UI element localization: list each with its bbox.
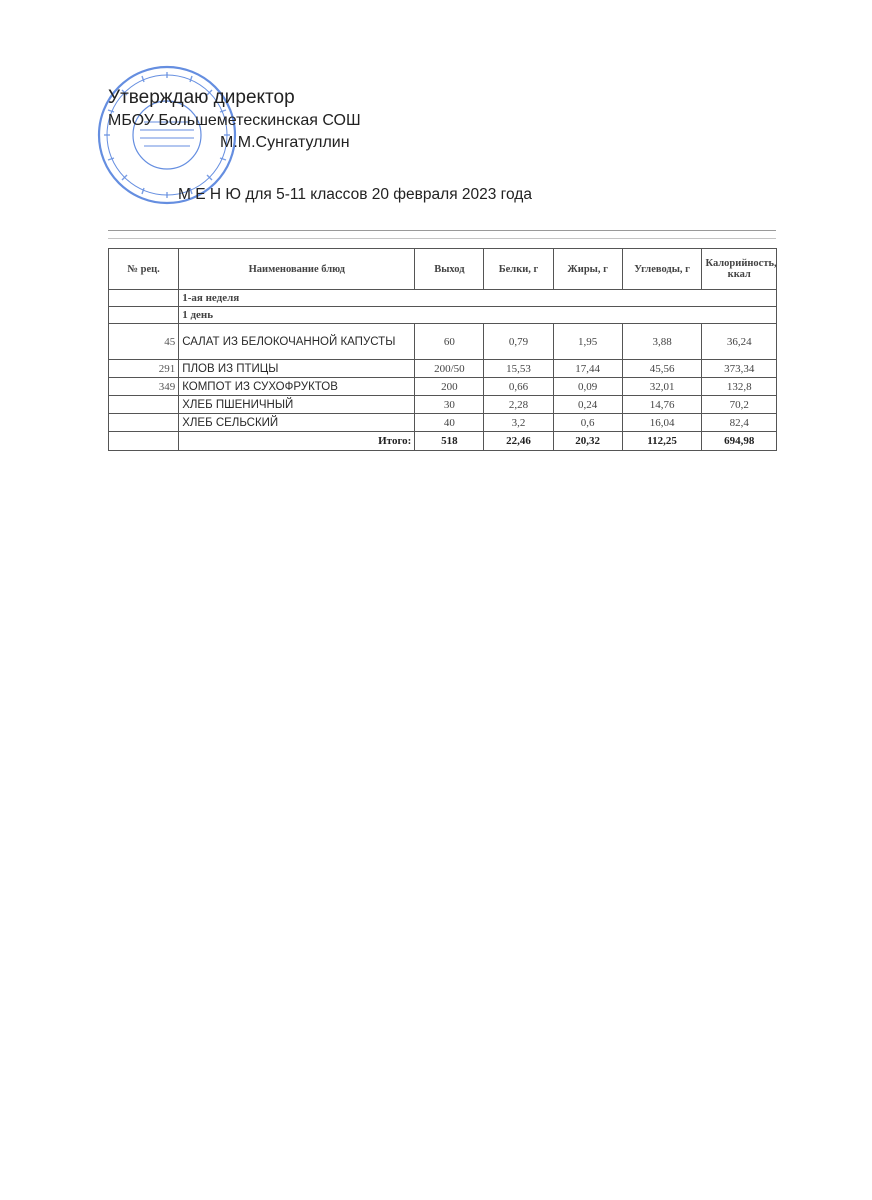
portion-value: 200/50	[415, 360, 484, 378]
table-row	[109, 324, 777, 360]
day-row	[109, 307, 777, 324]
divider-line	[108, 230, 776, 231]
recipe-number: 291	[109, 360, 179, 378]
header-recipe-number: № рец.	[109, 249, 179, 290]
portion-value: 30	[415, 396, 484, 414]
total-protein: 22,46	[484, 432, 553, 451]
dish-name: ХЛЕБ СЕЛЬСКИЙ	[179, 414, 415, 432]
carbs-value: 32,01	[622, 378, 702, 396]
approval-block	[108, 86, 361, 154]
header-carbs: Углеводы, г	[622, 249, 702, 290]
menu-title: М Е Н Ю для 5-11 классов 20 февраля 2023 года	[178, 186, 532, 203]
total-carbs: 112,25	[622, 432, 702, 451]
protein-value: 0,79	[484, 324, 553, 360]
dish-name: ПЛОВ ИЗ ПТИЦЫ	[179, 360, 415, 378]
week-label: 1-ая неделя	[179, 290, 777, 307]
carbs-value: 14,76	[622, 396, 702, 414]
fat-value: 0,09	[553, 378, 622, 396]
total-row	[109, 432, 777, 451]
total-portion: 518	[415, 432, 484, 451]
calories-value: 36,24	[702, 324, 777, 360]
table-row	[109, 396, 777, 414]
fat-value: 17,44	[553, 360, 622, 378]
table-row	[109, 414, 777, 432]
header-fat: Жиры, г	[553, 249, 622, 290]
approval-heading: Утверждаю директор	[108, 87, 295, 108]
recipe-number: 45	[109, 324, 179, 360]
header-calories: Калорийность, ккал	[702, 249, 777, 290]
carbs-value: 45,56	[622, 360, 702, 378]
fat-value: 0,6	[553, 414, 622, 432]
table-header-row	[109, 249, 777, 290]
total-label: Итого:	[179, 432, 415, 451]
calories-value: 82,4	[702, 414, 777, 432]
table-row	[109, 360, 777, 378]
day-label: 1 день	[179, 307, 777, 324]
dish-name: КОМПОТ ИЗ СУХОФРУКТОВ	[179, 378, 415, 396]
portion-value: 60	[415, 324, 484, 360]
menu-table	[108, 248, 777, 451]
header-portion: Выход	[415, 249, 484, 290]
carbs-value: 16,04	[622, 414, 702, 432]
recipe-number	[109, 396, 179, 414]
fat-value: 1,95	[553, 324, 622, 360]
recipe-number	[109, 414, 179, 432]
table-row	[109, 378, 777, 396]
protein-value: 2,28	[484, 396, 553, 414]
calories-value: 373,34	[702, 360, 777, 378]
calories-value: 132,8	[702, 378, 777, 396]
portion-value: 200	[415, 378, 484, 396]
portion-value: 40	[415, 414, 484, 432]
director-name: М.М.Сунгатуллин	[220, 134, 350, 151]
total-calories: 694,98	[702, 432, 777, 451]
divider-line	[108, 238, 776, 239]
calories-value: 70,2	[702, 396, 777, 414]
dish-name: ХЛЕБ ПШЕНИЧНЫЙ	[179, 396, 415, 414]
week-row	[109, 290, 777, 307]
protein-value: 3,2	[484, 414, 553, 432]
header-protein: Белки, г	[484, 249, 553, 290]
header-dish-name: Наименование блюд	[179, 249, 415, 290]
protein-value: 15,53	[484, 360, 553, 378]
dish-name: САЛАТ ИЗ БЕЛОКОЧАННОЙ КАПУСТЫ	[179, 324, 415, 360]
recipe-number: 349	[109, 378, 179, 396]
protein-value: 0,66	[484, 378, 553, 396]
total-fat: 20,32	[553, 432, 622, 451]
school-name: МБОУ Большеметескинская СОШ	[108, 112, 361, 129]
carbs-value: 3,88	[622, 324, 702, 360]
fat-value: 0,24	[553, 396, 622, 414]
